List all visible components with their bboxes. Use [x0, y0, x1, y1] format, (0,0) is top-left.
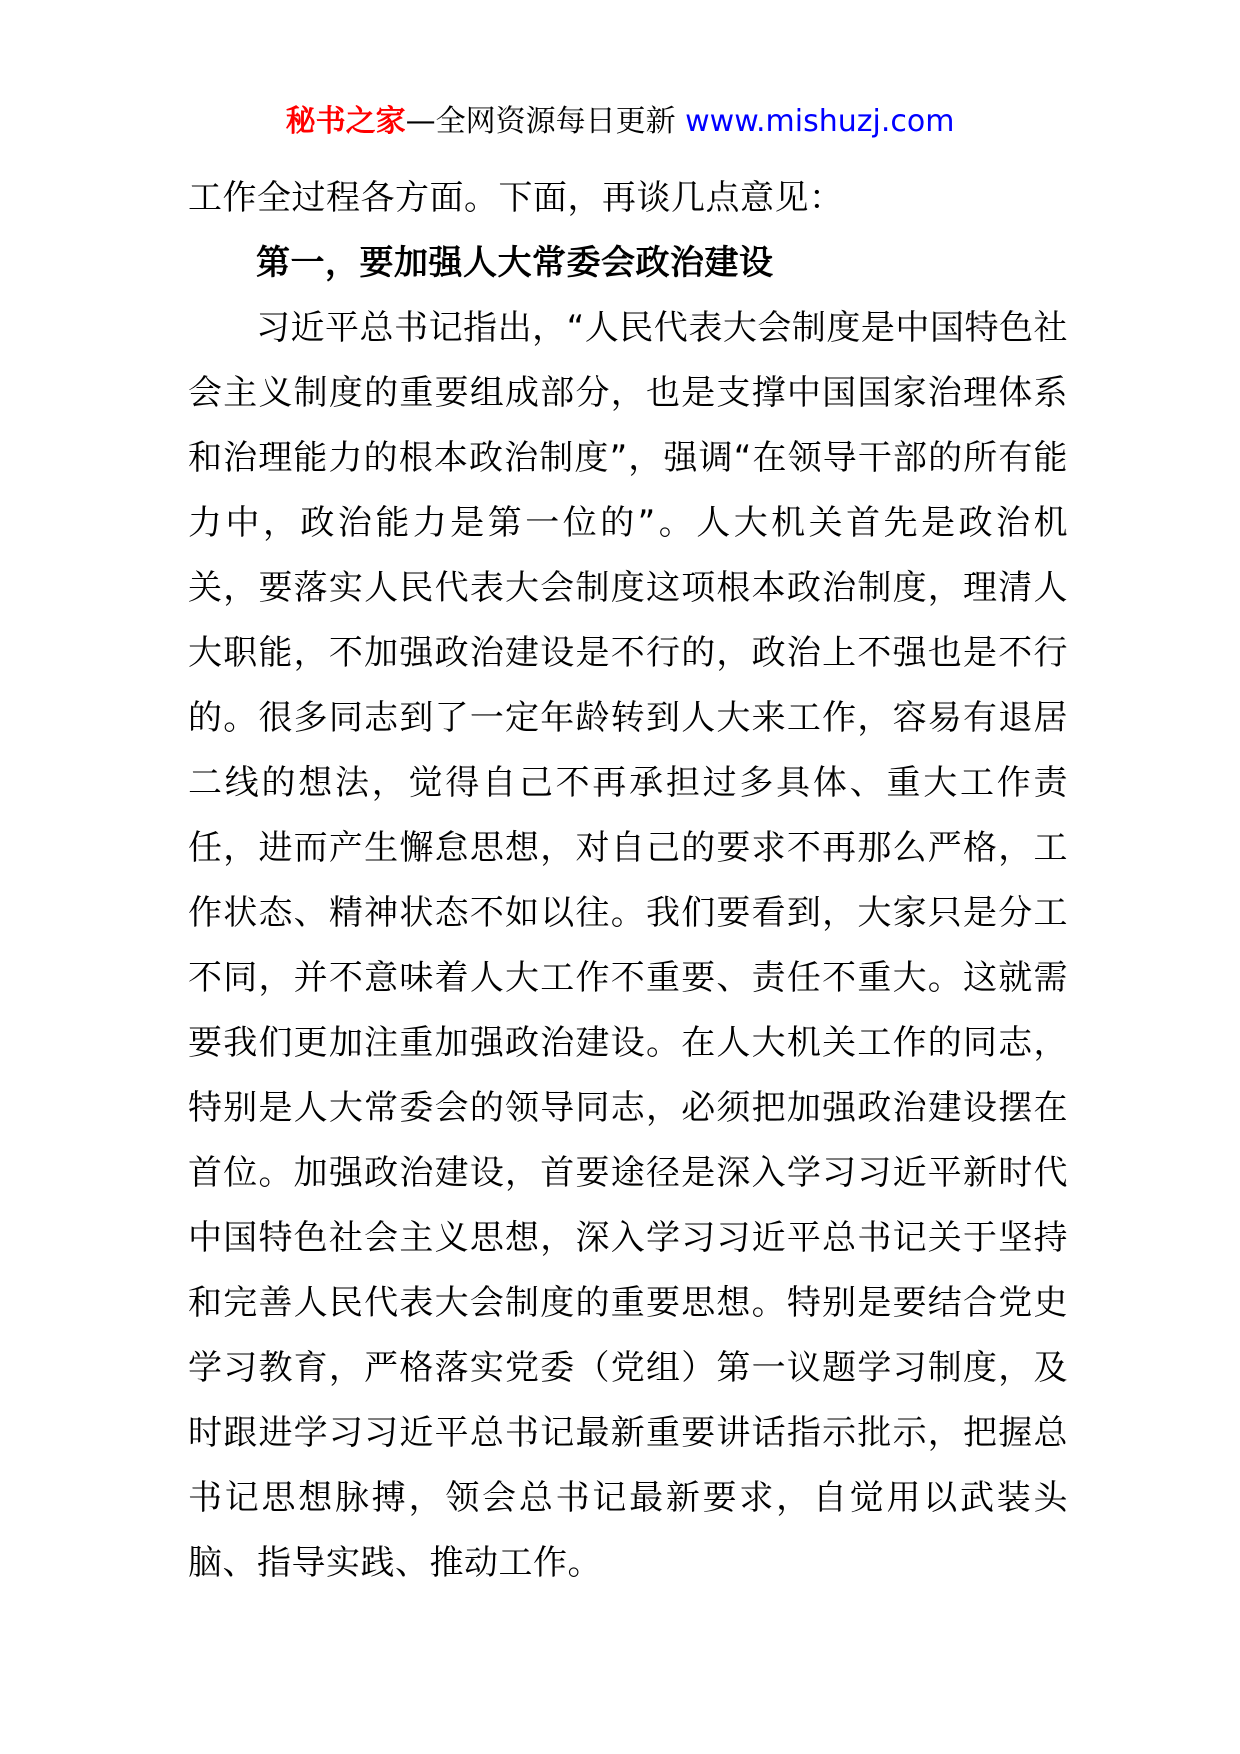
body-paragraph: 习近平总书记指出，“人民代表大会制度是中国特色社会主义制度的重要组成部分，也是支撑中国国家治理体系和治理能力的根本政治制度”，强调“在领导干部的所有能力中，政治能力是第一位的”。人大机关首先是政治机关，要落实人民代表大会制度这项根本政治制度，理清人大职能，不加强政治建设是不行的，政治上不强也是不行的。很多同志到了一定年龄转到人大来工作，容易有退居二线的想法，觉得自己不再承担过多具体、重大工作责任，进而产生懈怠思想，对自己的要求不再那么严格，工作状态、精神状态不如以往。我们要看到，大家只是分工不同，并不意味着人大工作不重要、责任不重大。这就需要我们更加注重加强政治建设。在人大机关工作的同志，特别是人大常委会的领导同志，必须把加强政治建设摆在首位。加强政治建设，首要途径是深入学习习近平新时代中国特色社会主义思想，深入学习习近平总书记关于坚持和完善人民代表大会制度的重要思想。特别是要结合党史学习教育，严格落实党委（党组）第一议题学习制度，及时跟进学习习近平总书记最新重要讲话指示批示，把握总书记思想脉搏，领会总书记最新要求，自觉用以武装头脑、指导实践、推动工作。 [188, 308, 1068, 1583]
header-tagline: —全网资源每日更新 [405, 104, 686, 139]
document-body [188, 166, 1068, 1596]
site-url-link[interactable]: www.mishuzj.com [685, 104, 955, 139]
page-header [0, 100, 1240, 144]
continuation-paragraph: 工作全过程各方面。下面，再谈几点意见： [188, 178, 844, 218]
section-heading: 第一，要加强人大常委会政治建设 [256, 243, 774, 283]
brand-name: 秘书之家 [285, 104, 406, 139]
